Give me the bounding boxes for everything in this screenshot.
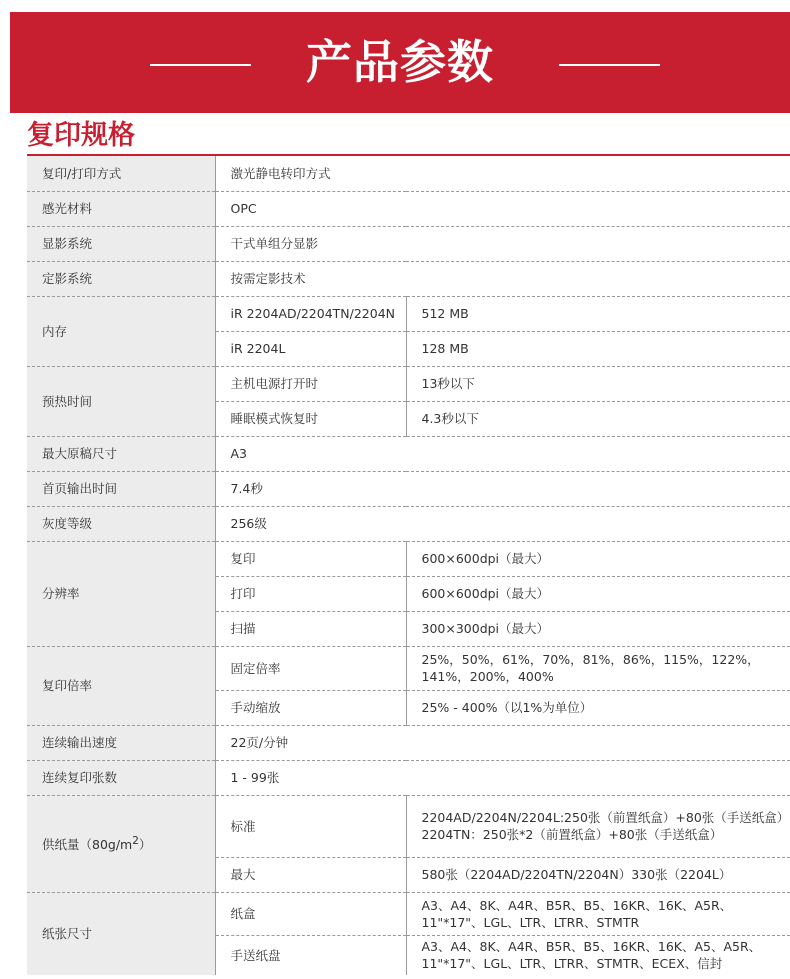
sub-value: A3、A4、8K、A4R、B5R、B5、16KR、16K、A5R、11"*17"、LGL、LTR、LTRR、STMTR (406, 892, 790, 935)
sub-label: 打印 (215, 576, 406, 611)
row-label: 定影系统 (27, 261, 215, 296)
row-value: 1 - 99张 (215, 760, 790, 795)
row-label (27, 795, 215, 892)
row-label-suffix: ） (138, 837, 152, 853)
sub-value: 13秒以下 (406, 366, 790, 401)
row-value: 按需定影技术 (215, 261, 790, 296)
row-label: 连续复印张数 (27, 760, 215, 795)
sub-label: 标准 (215, 795, 406, 857)
table-row (27, 261, 790, 296)
table-row (27, 436, 790, 471)
sub-label: 复印 (215, 541, 406, 576)
sub-value: 580张（2204AD/2204TN/2204N）330张（2204L） (406, 857, 790, 892)
row-value: OPC (215, 191, 790, 226)
sub-label: 固定倍率 (215, 646, 406, 690)
table-row (27, 191, 790, 226)
row-label: 感光材料 (27, 191, 215, 226)
spec-table (27, 156, 790, 975)
sub-label: iR 2204AD/2204TN/2204N (215, 296, 406, 331)
row-value: 256级 (215, 506, 790, 541)
table-row (27, 725, 790, 760)
row-value: A3 (215, 436, 790, 471)
sub-value: 512 MB (406, 296, 790, 331)
sub-value: 600×600dpi（最大） (406, 576, 790, 611)
row-label-text: 供纸量（80g/m (42, 837, 133, 853)
table-row (27, 541, 790, 576)
table-row (27, 506, 790, 541)
sub-value: 128 MB (406, 331, 790, 366)
sub-label: 主机电源打开时 (215, 366, 406, 401)
row-value: 干式单组分显影 (215, 226, 790, 261)
sub-label: 睡眠模式恢复时 (215, 401, 406, 436)
table-row (27, 646, 790, 690)
table-row (27, 795, 790, 857)
sub-label: iR 2204L (215, 331, 406, 366)
sub-value: A3、A4、8K、A4R、B5R、B5、16KR、16K、A5、A5R、11"*17"、LGL、LTR、LTRR、STMTR、ECEX、信封 (421, 939, 762, 972)
sub-value: 25% - 400%（以1%为单位） (406, 690, 790, 725)
table-row (27, 760, 790, 795)
row-label: 连续输出速度 (27, 725, 215, 760)
row-label: 内存 (27, 296, 215, 366)
sub-value: 300×300dpi（最大） (406, 611, 790, 646)
sub-label: 手送纸盘 (215, 935, 406, 975)
section-title: 复印规格 (27, 120, 135, 151)
row-label: 复印/打印方式 (27, 156, 215, 191)
row-label: 预热时间 (27, 366, 215, 436)
sub-value: 600×600dpi（最大） (406, 541, 790, 576)
table-row (27, 366, 790, 401)
table-row (27, 892, 790, 935)
row-value: 22页/分钟 (215, 725, 790, 760)
row-label: 复印倍率 (27, 646, 215, 725)
row-value: 7.4秒 (215, 471, 790, 506)
sub-label: 扫描 (215, 611, 406, 646)
sub-label: 手动缩放 (215, 690, 406, 725)
sub-label: 最大 (215, 857, 406, 892)
row-label-superscript: 2 (132, 835, 139, 848)
table-row (27, 226, 790, 261)
banner-right-rule (559, 64, 660, 66)
sub-value (406, 795, 790, 857)
row-label: 纸张尺寸 (27, 892, 215, 975)
sub-value-line: 2204TN：250张*2（前置纸盒）+80张（手送纸盒） (421, 827, 723, 842)
row-label: 首页输出时间 (27, 471, 215, 506)
row-label: 灰度等级 (27, 506, 215, 541)
table-row (27, 296, 790, 331)
sub-value: 25%，50%，61%，70%，81%，86%，115%，122%，141%，200%，400% (406, 646, 790, 690)
table-row (27, 156, 790, 191)
sub-value-line: 2204AD/2204N/2204L:250张（前置纸盒）+80张（手送纸盒） (421, 810, 790, 825)
header-banner (10, 12, 790, 113)
table-row (27, 471, 790, 506)
sub-label: 纸盒 (215, 892, 406, 935)
page-title: 产品参数 (306, 35, 494, 89)
sub-value: 4.3秒以下 (406, 401, 790, 436)
row-value: 激光静电转印方式 (215, 156, 790, 191)
row-label: 显影系统 (27, 226, 215, 261)
row-label: 最大原稿尺寸 (27, 436, 215, 471)
row-label: 分辨率 (27, 541, 215, 646)
